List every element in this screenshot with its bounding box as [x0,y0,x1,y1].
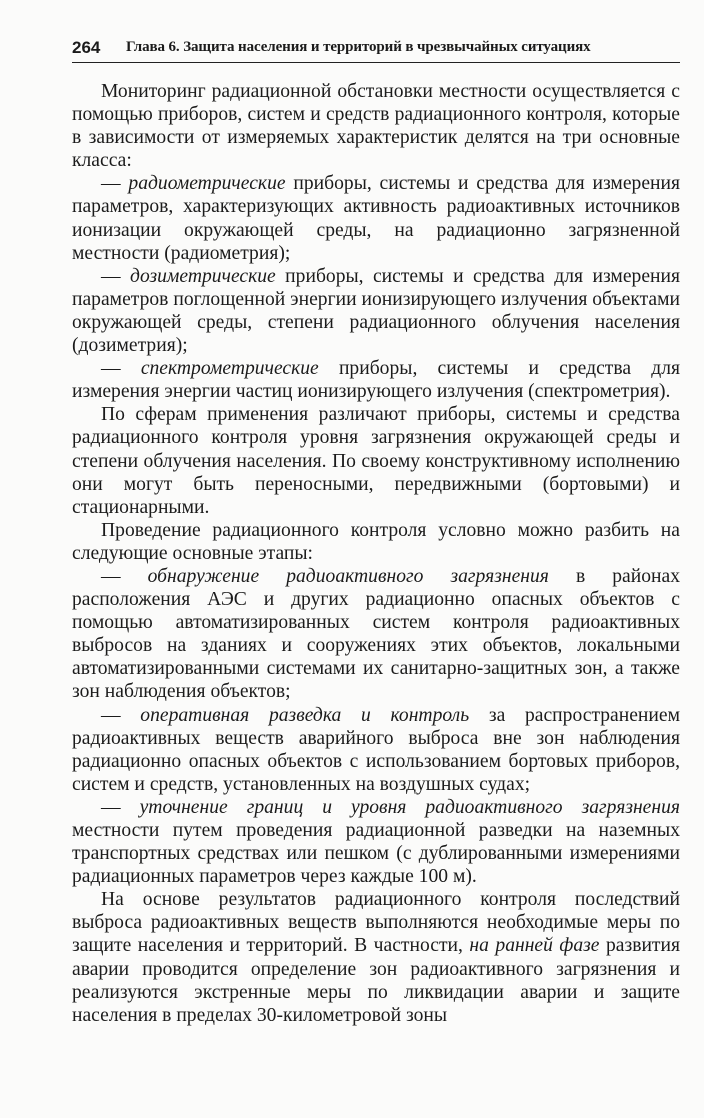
list-item-boundaries [72,796,680,888]
paragraph-text-end: развития аварии проводится определение зон радиоактивного загрязнения и реализуются экстренные меры по ликвидации аварии и защите населения в пределах 30-километровой зоны [72,935,680,1026]
dash: — [101,565,148,587]
term-italic: дозиметрические [130,265,276,287]
term-italic: уточнение границ и уровня радиоактивного загрязнения [139,796,681,818]
dash: — [101,173,129,195]
dash: — [101,796,140,818]
term-italic: обнаружение радиоактивного загрязнения [147,565,549,587]
list-item-spectrometric [72,357,680,403]
running-head [72,38,680,62]
list-item-reconnaissance [72,704,680,796]
paragraph-text: Мониторинг радиационной обстановки местности осуществляется с помощью приборов, систем и средств радиационного контроля, которые в зависимости от измеряемых характеристик делятся на три основные класса: [72,81,680,172]
paragraph-text: приборы, системы и средства для измерения параметров поглощенной энергии ионизирующего излучения объектами окружающей среды, степени радиационного облучения населения (дозиметрия); [72,265,681,357]
paragraph-stages [72,519,680,565]
page-number: 264 [72,38,101,57]
term-italic: на ранней фазе [469,935,600,957]
paragraph-application [72,403,680,518]
paragraph-text: На основе результатов радиационного контроля последствий выброса радиоактивных веществ выполняются необходимые меры по защите населения и территорий. В частности, [72,889,680,957]
paragraph-intro [72,80,680,172]
dash: — [101,358,141,380]
chapter-title: Глава 6. Защита населения и территорий в чрезвычайных ситуациях [126,39,591,55]
paragraph-text: за распространением радиоактивных веществ аварийного выброса вне зон наблюдения радиационно опасных объектов с использованием бортовых приборов, систем и средств, установленных на воздушных судах; [72,704,680,795]
term-italic: спектрометрические [140,358,319,380]
list-item-radiometric [72,172,680,264]
dash: — [101,265,131,287]
header-rule [72,62,680,63]
paragraph-text: приборы, системы и средства для измерения энергии частиц ионизирующего излучения (спектрометрия). [72,358,680,403]
paragraph-text: По сферам применения различают приборы, системы и средства радиационного контроля уровня загрязнения окружающей среды и степени облучения населения. По своему конструктивному исполнению они могут быть переносными, передвижными (бортовыми) и стационарными. [72,404,680,518]
term-italic: радиометрические [128,173,286,195]
paragraph-text: приборы, системы и средства для измерения параметров, характеризующих активность радиоактивных источников ионизации окружающей среды, на радиационно загрязненной местности (радиометрия); [72,173,680,264]
paragraph-text: Проведение радиационного контроля условно можно разбить на следующие основные этапы: [72,519,680,564]
dash: — [101,704,141,726]
term-italic: оперативная разведка и контроль [140,704,470,726]
list-item-dosimetric [72,265,680,357]
list-item-detection [72,565,680,704]
body-text [72,80,680,1027]
paragraph-measures [72,888,680,1027]
paragraph-text: местности путем проведения радиационной разведки на наземных транспортных средствах или пешком (с дублированными измерениями радиационных параметров через каждые 100 м). [72,820,680,888]
paragraph-text: в районах расположения АЭС и других радиационно опасных объектов с помощью автоматизированных систем контроля радиоактивных выбросов на зданиях и сооружениях этих объектов, локальными автоматизированными системами их санитарно-защитных зон, а также зон наблюдения объектов; [72,565,680,703]
